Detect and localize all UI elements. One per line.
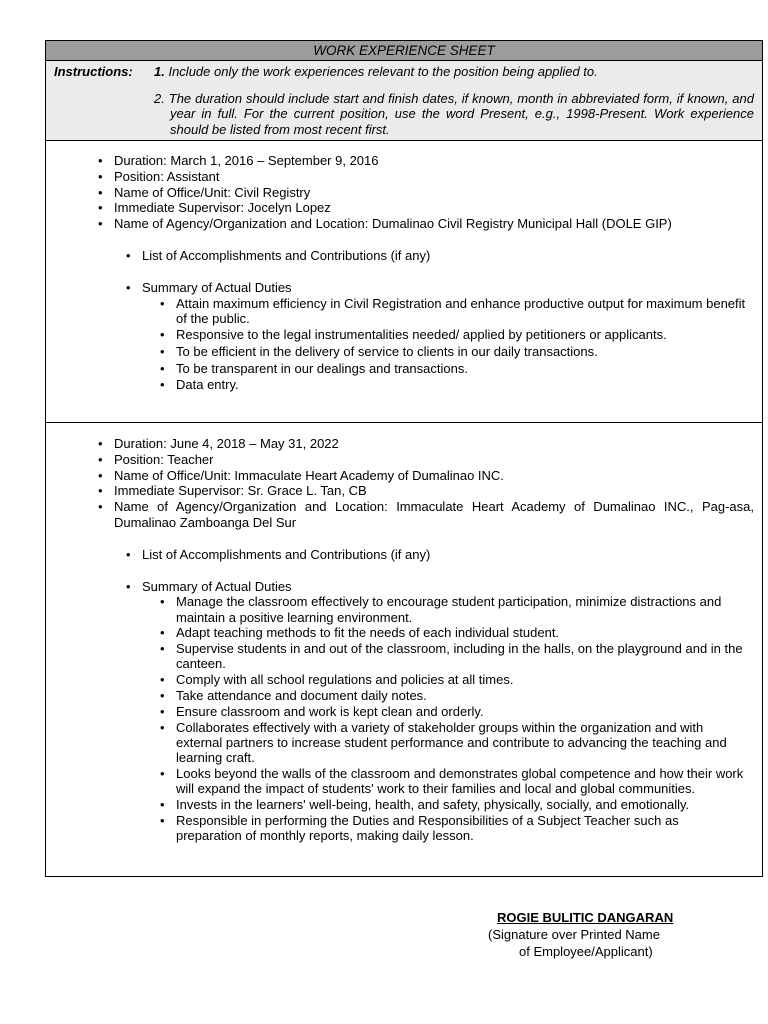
duty-item: • Supervise students in and out of the classroom, including in the halls, on the playground and in the canteen. [176,641,748,671]
instructions-label: Instructions: [54,64,133,79]
instruction-2-text: 2. The duration should include start and finish dates, if known, month in abbreviated form, if known, and year in full. For the current position, use the word Present, e.g., 1998-Present. Work experience should be listed from most recent first. [154,90,754,137]
duty-item: • Adapt teaching methods to fit the needs of each individual student. [176,625,748,640]
work-entry-2 [46,423,762,876]
duty-item: • Collaborates effectively with a variety of stakeholder groups within the organization and with external partners to increase student performance and contribute to advancing the teaching and learning craft. [176,720,748,766]
entry-summary [142,280,754,393]
work-experience-sheet [45,40,763,877]
summary-heading: Summary of Actual Duties [142,578,292,594]
entry-office: • Name of Office/Unit: Immaculate Heart Academy of Dumalinao INC. [114,468,754,484]
duty-item: • To be efficient in the delivery of service to clients in our daily transactions. [176,344,748,359]
sheet-title: WORK EXPERIENCE SHEET [46,41,762,61]
entry-accomplishments: • List of Accomplishments and Contributions (if any) [142,547,754,563]
entry-agency: • Name of Agency/Organization and Location: Immaculate Heart Academy of Dumalinao INC., Pag-asa, Dumalinao Zamboanga Del Sur [114,499,754,531]
duty-item: • Ensure classroom and work is kept clean and orderly. [176,704,748,719]
entry-supervisor: • Immediate Supervisor: Jocelyn Lopez [114,200,754,216]
entry-supervisor: • Immediate Supervisor: Sr. Grace L. Tan, CB [114,483,754,499]
duty-item: • Comply with all school regulations and policies at all times. [176,672,748,687]
entry-position: • Position: Assistant [114,169,754,185]
entry-office: • Name of Office/Unit: Civil Registry [114,185,754,201]
entry-position: • Position: Teacher [114,452,754,468]
instructions-block [46,61,762,141]
summary-heading: Summary of Actual Duties [142,279,292,295]
duty-item: • To be transparent in our dealings and transactions. [176,361,748,376]
entry-accomplishments: • List of Accomplishments and Contributions (if any) [142,248,754,264]
duty-item: • Attain maximum efficiency in Civil Registration and enhance productive output for maximum benefit of the public. [176,296,748,326]
signature-caption-line1: (Signature over Printed Name [488,927,660,942]
work-entry-1 [46,141,762,423]
duty-item: • Invests in the learners' well-being, health, and safety, physically, socially, and emotionally. [176,797,748,812]
signatory-name: ROGIE BULITIC DANGARAN [497,910,674,925]
duty-item: • Responsive to the legal instrumentalities needed/ applied by petitioners or applicants. [176,327,748,342]
entry-summary [142,579,754,843]
duty-item: • Looks beyond the walls of the classroom and demonstrates global competence and how their work will expand the impact of students' work to their families and local and global communities. [176,766,748,796]
instruction-1-number: 1. [154,64,165,79]
instruction-1-text: Include only the work experiences relevant to the position being applied to. [168,64,598,79]
signature-caption-line2: of Employee/Applicant) [519,944,653,959]
entry-duration: • Duration: March 1, 2016 – September 9, 2016 [114,153,754,169]
entry-agency: • Name of Agency/Organization and Location: Dumalinao Civil Registry Municipal Hall (DOLE GIP) [114,216,754,232]
duty-item: • Take attendance and document daily notes. [176,688,748,703]
duty-item: • Data entry. [176,377,748,392]
signature-block [488,909,673,960]
entry-duration: • Duration: June 4, 2018 – May 31, 2022 [114,436,754,452]
duty-item: • Manage the classroom effectively to encourage student participation, minimize distractions and maintain a positive learning environment. [176,594,748,624]
duty-item: • Responsible in performing the Duties and Responsibilities of a Subject Teacher such as preparation of monthly reports, making daily lesson. [176,813,748,843]
